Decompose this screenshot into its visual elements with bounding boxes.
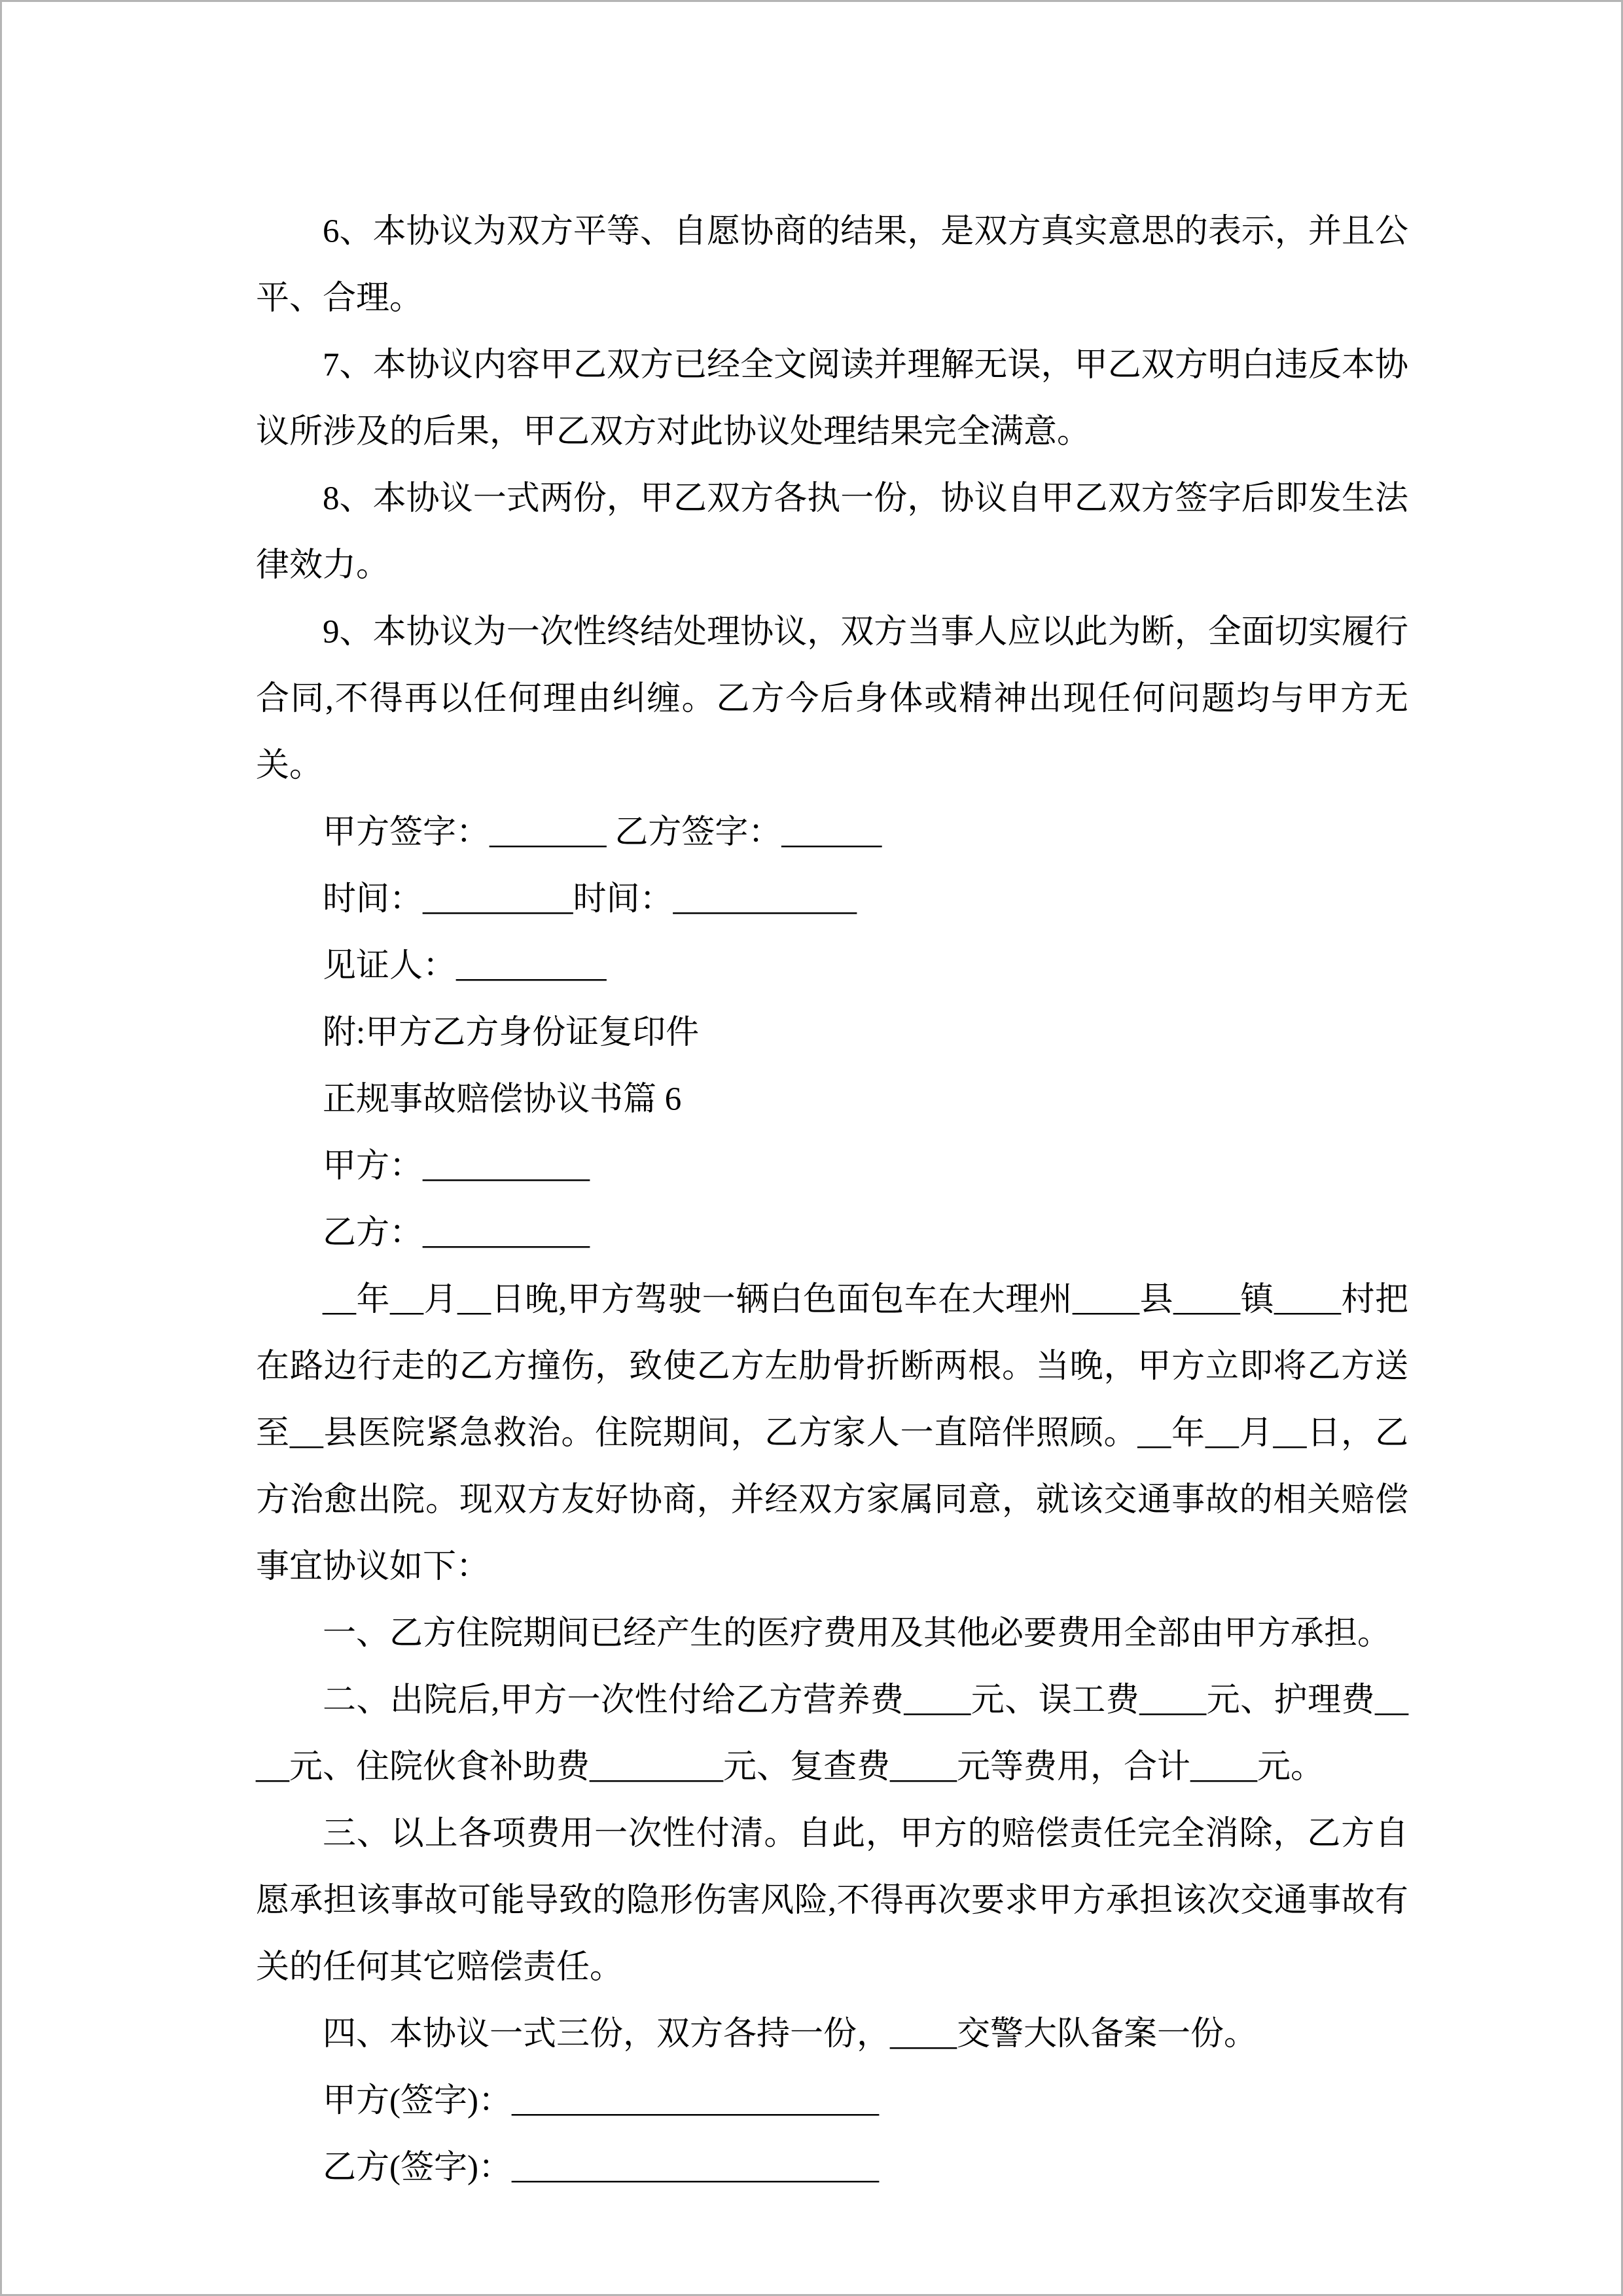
witness-line: 见证人：_________ (323, 948, 607, 984)
clause-two: 二、出院后,甲方一次性付给乙方营养费____元、误工费____元、护理费____元、住院伙食补助费________元、复查费____元等费用，合计____元。 (256, 1682, 1408, 1785)
section-title-part-6: 正规事故赔偿协议书篇 6 (323, 1081, 682, 1118)
attachment-note: 附:甲方乙方身份证复印件 (323, 1014, 700, 1051)
clause-8: 8、本协议一式两份，甲乙双方各执一份，协议自甲乙双方签字后即发生法律效力。 (256, 480, 1408, 584)
clause-three: 三、以上各项费用一次性付清。自此，甲方的赔偿责任完全消除，乙方自愿承担该事故可能导致的隐形伤害风险,不得再次要求甲方承担该次交通事故有关的任何其它赔偿责任。 (256, 1816, 1408, 1986)
clause-6: 6、本协议为双方平等、自愿协商的结果，是双方真实意思的表示，并且公平、合理。 (256, 213, 1408, 317)
clause-9: 9、本协议为一次性终结处理协议，双方当事人应以此为断，全面切实履行合同,不得再以任何理由纠缠。乙方今后身体或精神出现任何问题均与甲方无关。 (256, 614, 1408, 784)
signature-line-both-parties: 甲方签字：_______ 乙方签字：______ (323, 814, 882, 851)
party-b-line: 乙方：__________ (323, 1215, 590, 1251)
party-b-signature-blank: 乙方(签字)：______________________ (323, 2149, 879, 2186)
clause-four: 四、本协议一式三份，双方各持一份，____交警大队备案一份。 (323, 2016, 1258, 2053)
party-a-line: 甲方：__________ (323, 1148, 590, 1185)
accident-description-paragraph: __年__月__日晚,甲方驾驶一辆白色面包车在大理州____县____镇____村把在路边行走的乙方撞伤，致使乙方左肋骨折断两根。当晚，甲方立即将乙方送至__县医院紧急救治。住院期间，乙方家人一直陪伴照顾。__年__月__日，乙方治愈出院。现双方友好协商，并经双方家属同意，就该交通事故的相关赔偿事宜协议如下： (256, 1282, 1408, 1585)
date-line-both-parties: 时间：_________时间：___________ (323, 881, 857, 918)
agreement-body (256, 198, 1408, 2201)
clause-7: 7、本协议内容甲乙双方已经全文阅读并理解无误，甲乙双方明白违反本协议所涉及的后果，甲乙双方对此协议处理结果完全满意。 (256, 347, 1408, 450)
party-a-signature-blank: 甲方(签字)：______________________ (323, 2083, 879, 2119)
clause-one: 一、乙方住院期间已经产生的医疗费用及其他必要费用全部由甲方承担。 (323, 1615, 1391, 1652)
